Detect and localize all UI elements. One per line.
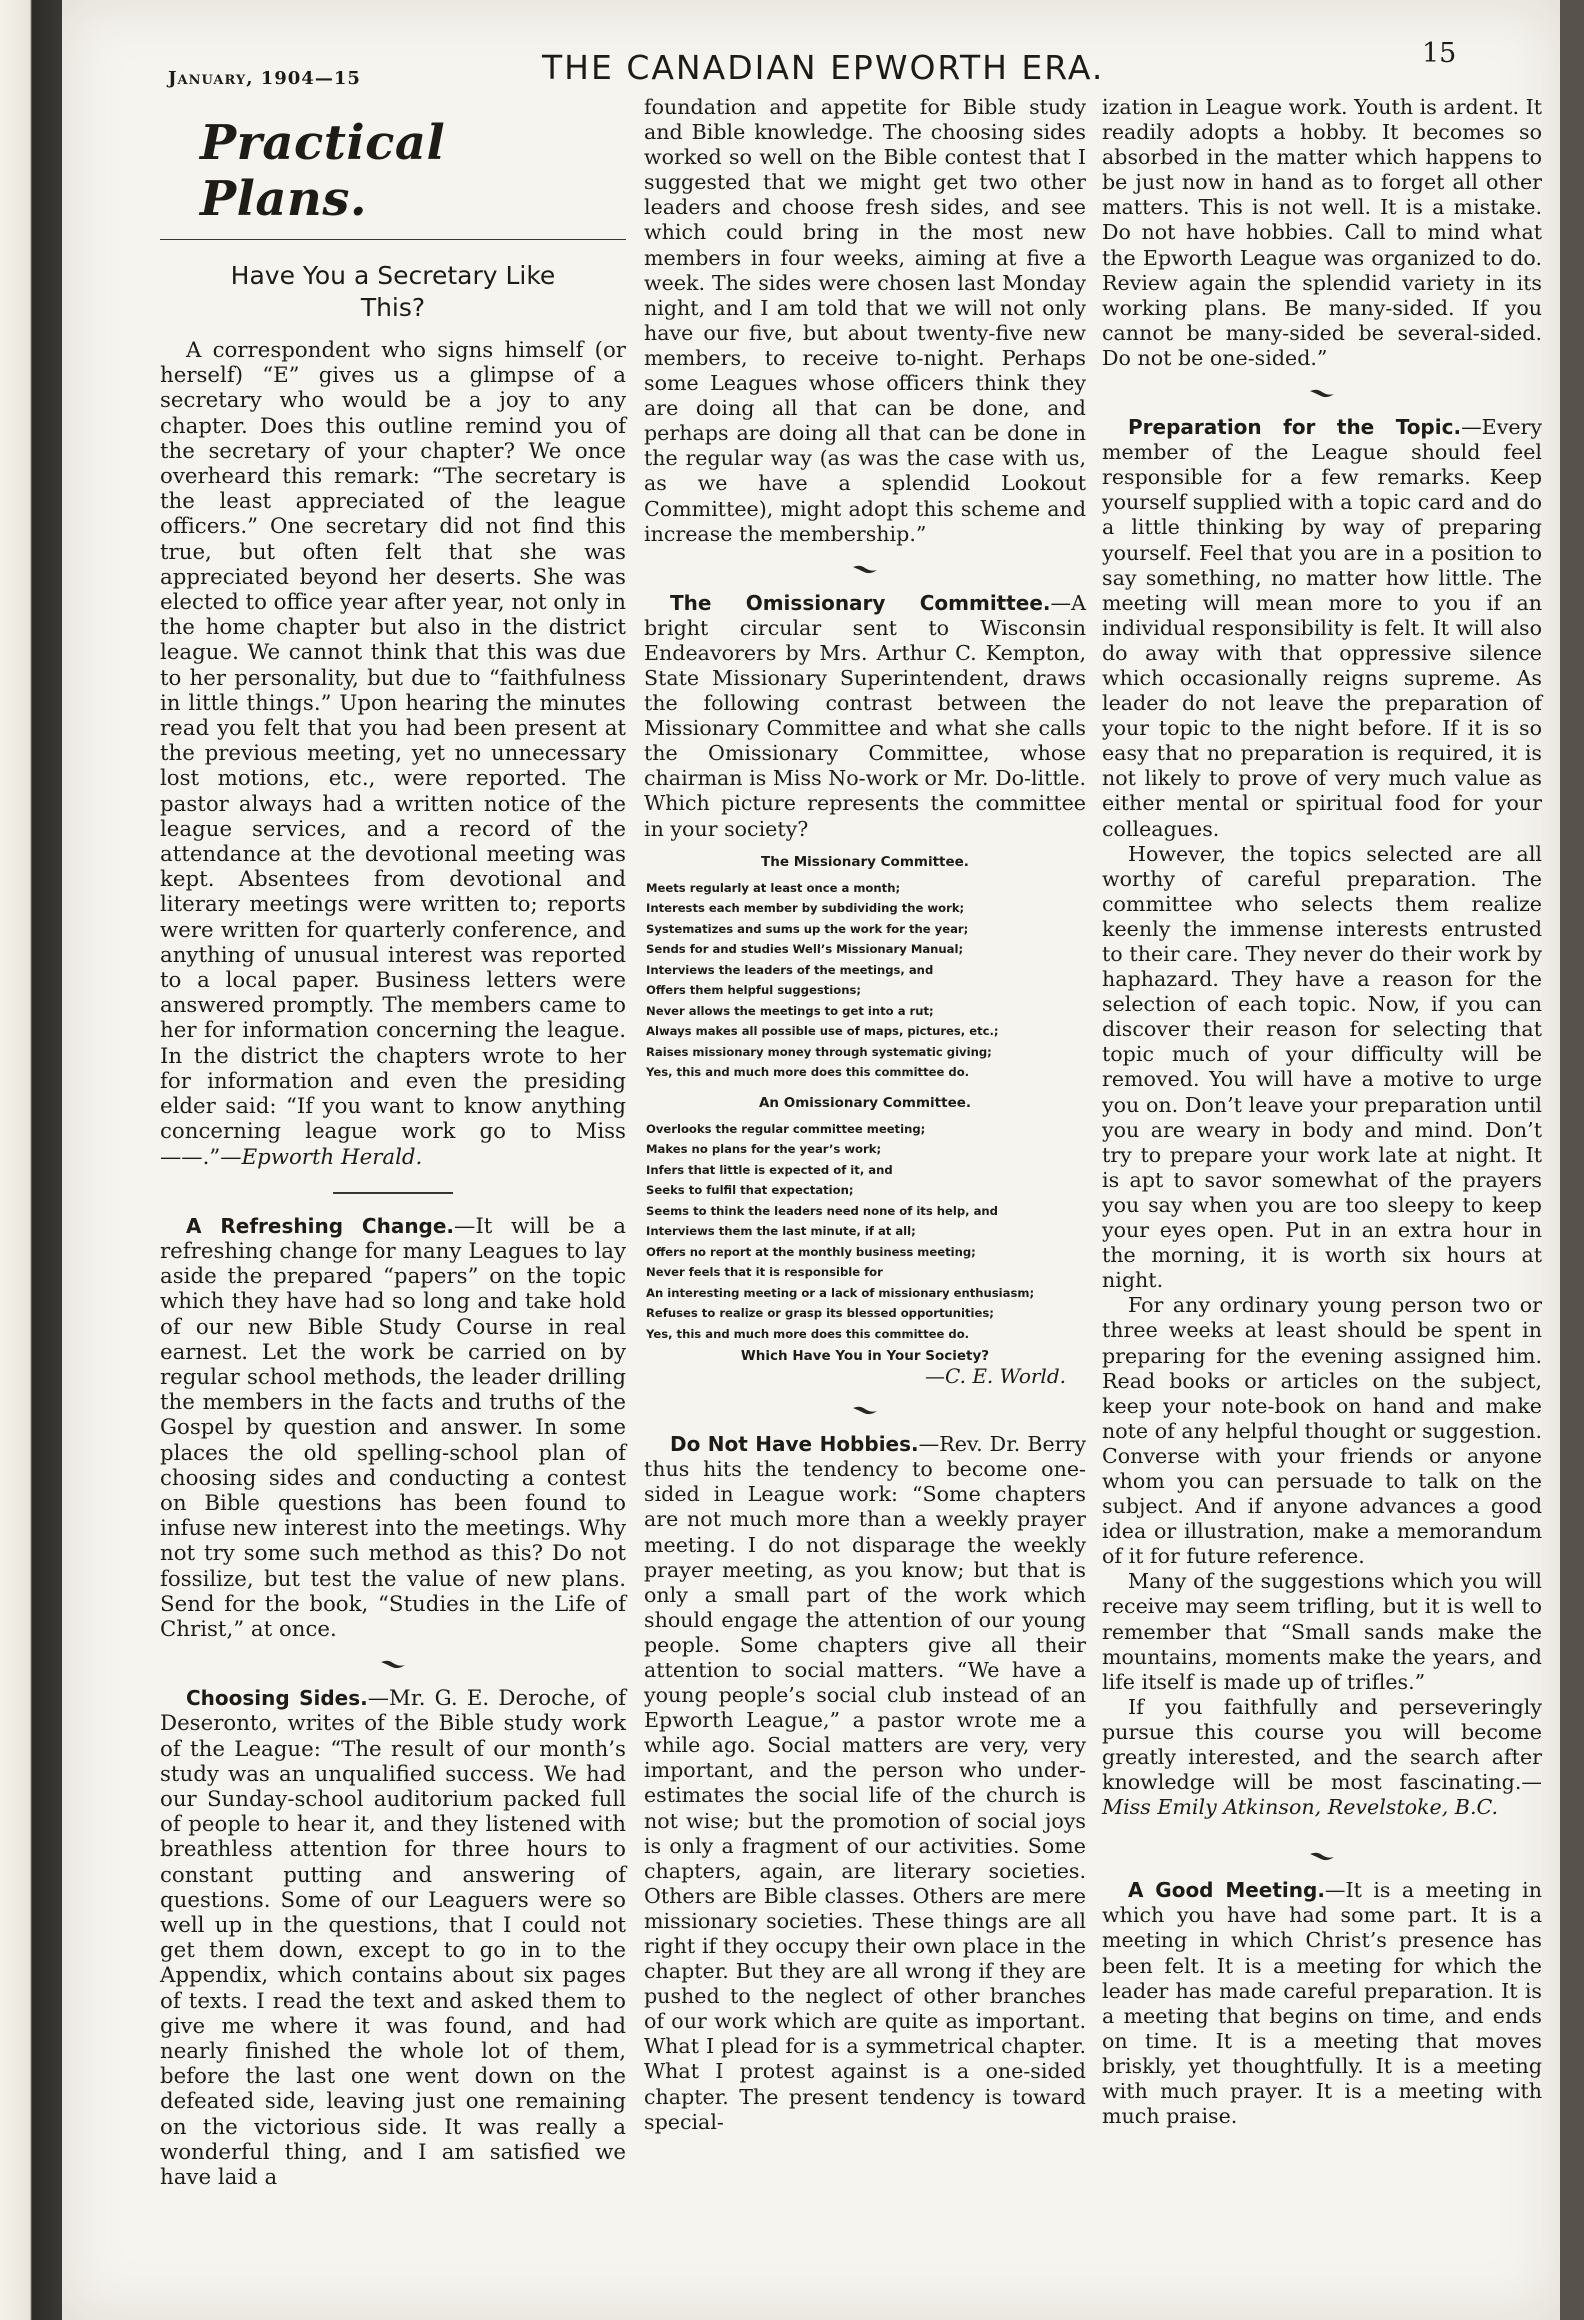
magazine-title: THE CANADIAN EPWORTH ERA.	[542, 48, 1105, 87]
list-item: Meets regularly at least once a month;	[646, 880, 901, 895]
refreshing-heading: A Refreshing Change.	[186, 1213, 455, 1238]
list-item: Interests each member by subdividing the work;	[646, 901, 965, 916]
omissionary-list-title: An Omissionary Committee.	[758, 1094, 972, 1111]
ornament-icon	[1102, 387, 1542, 401]
omissionary-list	[644, 1119, 1086, 1345]
refreshing-body	[160, 1214, 626, 1642]
column-3	[1102, 95, 1542, 2129]
department-title: Practical Plans.	[200, 115, 446, 227]
preparation-heading: Preparation for the Topic.	[1128, 415, 1462, 440]
secretary-body	[160, 338, 626, 1170]
secretary-source: —Epworth Herald.	[220, 1144, 423, 1170]
missionary-list	[644, 878, 1086, 1083]
choosing-text-1: —Mr. G. E. Deroche, of Deseronto, writes of the Bible study work of the League: “The result of our month’s study was an unqualified success. We had our Sunday-school auditorium packed full of people to hear it, and they listened with breathless attention for three hours to constant putting and answering of questions. Some of our Leaguers were so well up in the questions, that I could not get them down, except to go in to the Appendix, which contains about six pages of texts. I read the text and asked them to give me where it was found, and had nearly finished the whole lot of them, before the last one went down on the defeated side, leaving just one remaining on the victorious side. It was really a wonderful thing, and I am satisfied we have laid a	[160, 1686, 626, 2191]
refreshing-text: —It will be a refreshing change for many Leagues to lay aside the prepared “papers” on the topic which they have had so long and take hold of our new Bible Study Course in real earnest. Let the work be carried on by regular school methods, the leader drilling the members in the facts and truths of the Gospel by question and answer. In some places the old spelling-school plan of choosing sides and conducting a contest on Bible questions has been found to infuse new interest into the meetings. Why not try some such method as this? Do not fossilize, but test the value of new plans. Send for the book, “Studies in the Life of Christ,” at once.	[160, 1213, 626, 1642]
hobbies-body	[644, 1432, 1086, 2135]
missionary-list-title: The Missionary Committee.	[761, 853, 969, 870]
list-item: Offers no report at the monthly business meeting;	[646, 1244, 976, 1259]
list-item: Seems to think the leaders need none of its help, and	[646, 1203, 998, 1218]
magazine-page	[62, 0, 1560, 2320]
omissionary-source: —C. E. World.	[925, 1364, 1066, 1389]
list-item: Makes no plans for the year’s work;	[646, 1142, 882, 1157]
ornament-icon	[1102, 1850, 1542, 1864]
running-header	[62, 38, 1560, 88]
list-item: Systematizes and sums up the work for the year;	[646, 921, 969, 936]
ornament-icon	[160, 1658, 626, 1672]
list-item: Never allows the meetings to get into a rut;	[646, 1003, 934, 1018]
preparation-p1: —Every member of the League should feel responsible for a few remarks. Keep yourself supplied with a topic card and do a little thinking by way of preparing yourself. Feel that you are in a position to say something, no matter how little. The meeting will mean more to you if an individual responsibility is felt. It will also do away with that oppressive silence which occasionally reigns supreme. As leader do not leave the preparation of your topic to the night before. If it is so easy that no preparation is required, it is not likely to prove of very much value as either mental or spiritual food for your colleagues.	[1102, 415, 1542, 841]
omissionary-body	[644, 591, 1086, 842]
choosing-body	[160, 1686, 626, 2190]
list-item: Never feels that it is responsible for	[646, 1265, 883, 1280]
column-2	[644, 95, 1086, 2135]
preparation-p2: However, the topics selected are all worthy of careful preparation. The committee who selects them realize keenly the immense interests entrusted to their care. They never do their work by haphazard. They have a reason for the selection of each topic. Now, if you can discover their reason for selecting that topic much of your difficulty will be removed. You will have a motive to urge you on. Don’t leave your preparation until you are weary in body and mind. Don’t try to prepare your work late at night. It is apt to savor somewhat of the prayers you say when you are too sleepy to keep your eyes open. Put in an extra hour in the morning, it is worth six hours at night.	[1102, 841, 1542, 1293]
preparation-p3: For any ordinary young person two or three weeks at least should be spent in preparing for the evening assigned him. Read books or articles on the subject, keep your note-book on hand and make note of any helpful thought or suggestion. Converse with your friends or anyone whom you can persuade to talk on the subject. And if anyone advances a good idea or illustration, make a memorandum of it for future reference.	[1102, 1293, 1542, 1569]
choosing-continued: foundation and appetite for Bible study and Bible knowledge. The choosing sides worked so well on the Bible contest that I suggested that we might get two other leaders and choose fresh sides, and see which could bring in the most new members in four weeks, aiming at five a week. The sides were chosen last Monday night, and I am told that we will not only have our five, but about twenty-five new members, to receive to-night. Perhaps some Leagues whose officers think they are doing all that can be done, and perhaps are doing all that can be done in the regular way (as was the case with us, as we have a splendid Lookout Committee), might adopt this scheme and increase the membership.”	[644, 95, 1086, 546]
secretary-title	[160, 260, 626, 324]
secretary-title-line2: This?	[360, 293, 426, 322]
issue-date: January, 1904—15	[168, 68, 361, 89]
list-item: Yes, this and much more does this committee do.	[646, 1326, 970, 1341]
preparation-p4: Many of the suggestions which you will receive may seem trifling, but it is well to remember that “Small sands make the mountains, moments make the years, and life itself is made up of trifles.”	[1102, 1569, 1542, 1694]
secretary-text: A correspondent who signs himself (or herself) “E” gives us a glimpse of a secretary who would be a joy to any chapter. Does this outline remind you of the secretary of your chapter? We once overheard this remark: “The secretary is the least appreciated of the league officers.” One secretary did not find this true, but often felt that she was appreciated beyond her deserts. She was elected to office year after year, not only in the home chapter but also in the district league. We cannot think that this was due to her personality, but due to “faithfulness in little things.” Upon hearing the minutes read you felt that you had been present at the previous meeting, yet no unnecessary lost motions, etc., were reported. The pastor always had a written notice of the league services, and a record of the attendance at the devotional meeting was kept. Absentees from devotional and literary meetings were written to; reports were written for quarterly conference, and anything of unusual interest was reported to a local paper. Business letters were answered promptly. The members came to her for information concerning the league. In the district the chapters wrote to her for information and even the presiding elder said: “If you want to know anything concerning league work go to Miss ——.”	[160, 338, 626, 1170]
hobbies-continued: ization in League work. Youth is ardent. It readily adopts a hobby. It becomes so absorbed in the matter which happens to be just now in hand as to forget all other matters. This is not well. It is a mistake. Do not have hobbies. Call to mind what the Epworth League was organized to do. Review again the splendid variety in its working plans. Be many-sided. If you cannot be many-sided be several-sided. Do not be one-sided.”	[1102, 95, 1542, 370]
list-item: Offers them helpful suggestions;	[646, 983, 862, 998]
list-item: Interviews them the last minute, if at all;	[646, 1224, 916, 1239]
omissionary-heading: The Omissionary Committee.	[670, 590, 1051, 615]
choosing-heading: Choosing Sides.	[186, 1686, 368, 1711]
good-meeting-body	[1102, 1878, 1542, 2129]
list-item: Yes, this and much more does this committee do.	[646, 1065, 970, 1080]
preparation-body	[1102, 415, 1542, 842]
list-item: Raises missionary money through systematic giving;	[646, 1044, 992, 1059]
book-binding	[0, 0, 62, 2320]
scan-edge	[1560, 0, 1584, 2320]
omissionary-text: —A bright circular sent to Wisconsin Endeavorers by Mrs. Arthur C. Kempton, State Missionary Superintendent, draws the following contrast between the Missionary Committee and what she calls the Omissionary Committee, whose chairman is Miss No-work or Mr. Do-little. Which picture represents the committee in your society?	[644, 590, 1086, 841]
ornament-icon	[644, 1404, 1086, 1418]
list-item: Infers that little is expected of it, and	[646, 1162, 893, 1177]
society-question: Which Have You in Your Society?	[740, 1348, 990, 1365]
column-1	[160, 95, 626, 2190]
section-divider	[333, 1192, 453, 1194]
preparation-p5-body	[1102, 1695, 1542, 1820]
preparation-p5: If you faithfully and perseveringly pursue this course you will become greatly interested, and the search after knowledge will be most fascinating.	[1102, 1694, 1542, 1795]
list-item: An interesting meeting or a lack of missionary enthusiasm;	[646, 1285, 1035, 1300]
list-item: Seeks to fulfil that expectation;	[646, 1183, 854, 1198]
secretary-title-line1: Have You a Secretary Like	[230, 261, 556, 290]
list-item: Interviews the leaders of the meetings, and	[646, 962, 934, 977]
list-item: Sends for and studies Well’s Missionary Manual;	[646, 942, 964, 957]
spacer	[1102, 1820, 1542, 1834]
ornament-icon	[644, 563, 1086, 577]
list-item: Overlooks the regular committee meeting;	[646, 1121, 926, 1136]
list-item: Refuses to realize or grasp its blessed opportunities;	[646, 1306, 994, 1321]
preparation-source: —Miss Emily Atkinson, Revelstoke, B.C.	[1102, 1770, 1542, 1820]
hobbies-text-1: —Rev. Dr. Berry thus hits the tendency to become one-sided in League work: “Some chapters are not much more than a weekly prayer meeting. I do not disparage the weekly prayer meeting, as you know; but that is only a small part of the work which should engage the attention of our young people. Some chapters give all their attention to social matters. “We have a young people’s social club instead of an Epworth League,” a pastor wrote me a while ago. Social matters are very, very important, and the person who under-estimates the social life of the church is not wise; but the promotion of social joys is only a fragment of our activities. Some chapters, again, are literary societies. Others are Bible classes. Others are mere missionary societies. These things are all right if they occupy their own place in the chapter. But they are all wrong if they are pushed to the neglect of other branches of our work which are quite as important. What I plead for is a symmetrical chapter. What I protest against is a one-sided chapter. The present tendency is toward special-	[644, 1432, 1087, 2134]
department-rule	[160, 239, 626, 240]
hobbies-heading: Do Not Have Hobbies.	[670, 1432, 919, 1457]
list-item: Always makes all possible use of maps, pictures, etc.;	[646, 1024, 999, 1039]
good-meeting-text: —It is a meeting in which you have had some part. It is a meeting in which Christ’s presence has been felt. It is a meeting for which the leader has made careful preparation. It is a meeting that begins on time, and ends on time. It is a meeting that moves briskly, yet thoughtfully. It is a meeting with much prayer. It is a meeting with much praise.	[1102, 1878, 1542, 2129]
page-number: 15	[1422, 38, 1457, 69]
good-meeting-heading: A Good Meeting.	[1128, 1878, 1325, 1903]
